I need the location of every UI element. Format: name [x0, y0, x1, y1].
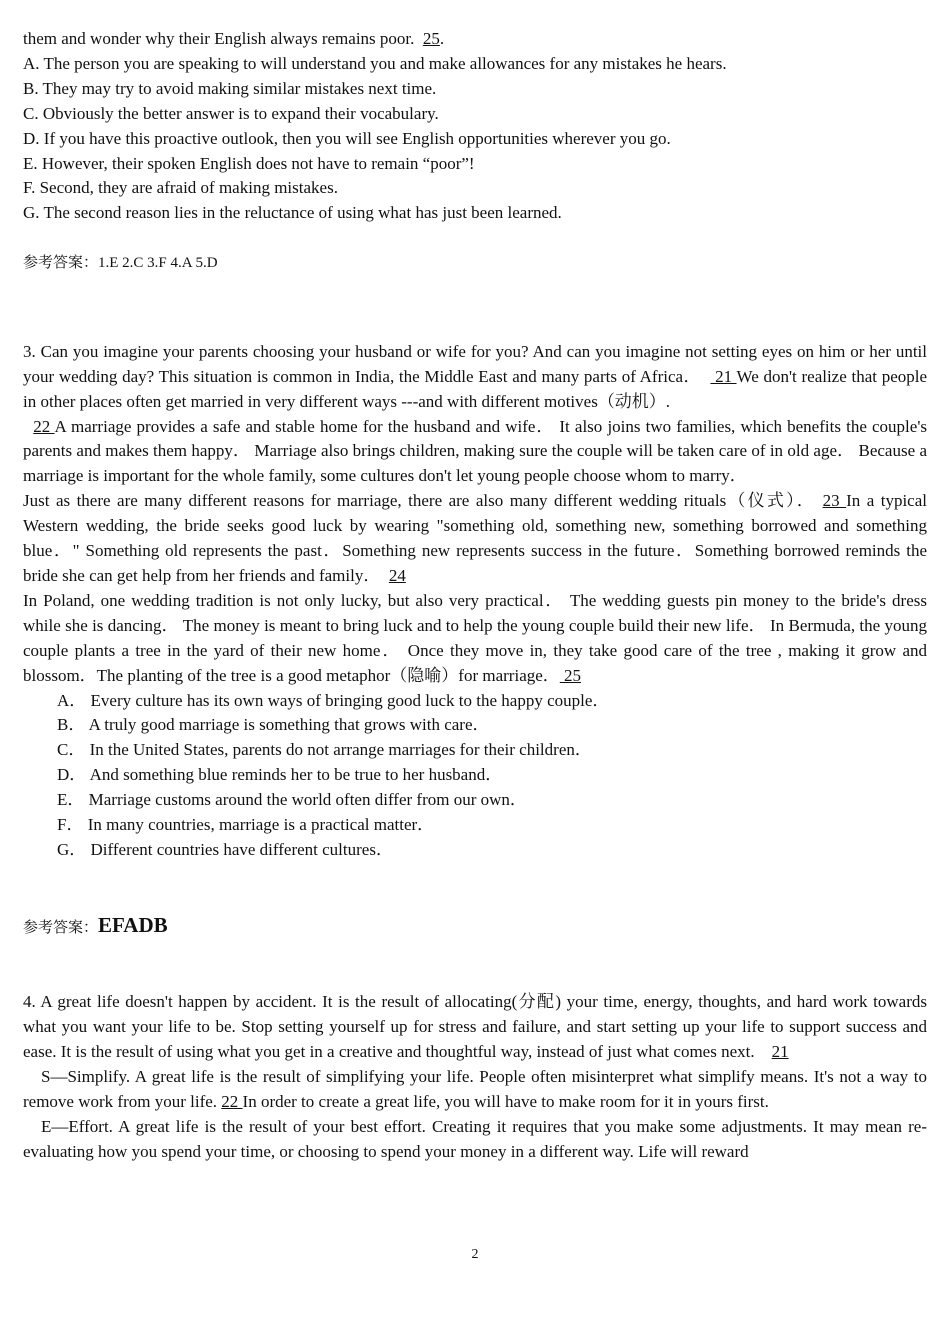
q3-paragraph-3 [23, 489, 927, 589]
q2-first-line-text: them and wonder why their English always remains poor. [23, 29, 415, 48]
q3-blank-25: 25 [559, 665, 582, 685]
q2-answer-label: 参考答案： [23, 255, 99, 272]
q3-paragraph-2 [23, 415, 927, 490]
q2-option-b: B. They may try to avoid making similar mistakes next time. [23, 78, 437, 98]
q2-answer-value: 1.E 2.C 3.F 4.A 5.D [98, 255, 218, 272]
q2-answer-key [23, 251, 927, 276]
q3-blank-21: 21 [710, 366, 737, 386]
q2-option-f: F. Second, they are afraid of making mistakes. [23, 178, 338, 198]
q4-paragraph-3 [23, 1115, 927, 1165]
q3-option-c: C． In the United States, parents do not arrange marriages for their children． [57, 740, 592, 760]
q2-option-a: A. The person you are speaking to will understand you and make allowances for any mistakes he hears. [23, 53, 727, 73]
q3-answer-value: EFADB [98, 912, 168, 937]
q4-p2-text-b: In order to create a great life, you will have to make room for it in yours first. [242, 1092, 769, 1111]
q3-p3-text-b: In a typical Western wedding, the bride seeks good luck by wearing "something old, something new, something borrowed and something blue．" Something old represents the past．Something new represents success in the future．Something borrowed reminds the bride she can get help from her friends and family． [23, 491, 927, 585]
q2-option-e: E. However, their spoken English does not have to remain “poor”! [23, 153, 475, 173]
q3-answer-label: 参考答案： [23, 919, 99, 936]
q2-first-line-end: . [439, 29, 445, 48]
q3-option-f: F． In many countries, marriage is a practical matter． [57, 815, 435, 835]
q4-p1-text: 4. A great life doesn't happen by accident. It is the result of allocating(分配) your time, energy, thoughts, and hard work towards what you want your life to be. Stop setting yourself up for stress and failure, and start setting up your life to support success and ease. It is the result of using what you get in a creative and thoughtful way, instead of just what comes next. [23, 992, 927, 1062]
q3-option-e: E． Marriage customs around the world often differ from our own． [57, 790, 527, 810]
blank-25: 25 [422, 29, 440, 48]
q3-p3-text-a: Just as there are many different reasons for marriage, there are also many different wedding rituals（仪式）． [23, 491, 817, 511]
q3-blank-23: 23 [822, 491, 847, 511]
page-number: 2 [471, 1247, 479, 1262]
q3-option-d: D． And something blue reminds her to be true to her husband． [57, 765, 503, 785]
q3-blank-24: 24 [388, 566, 406, 585]
q3-option-g: G． Different countries have different cultures． [57, 839, 393, 859]
q4-p2-text-a: S—Simplify. A great life is the result of simplifying your life. People often misinterpret what simplify means. It's not a way to remove work from your life. [23, 1067, 927, 1111]
q2-option-g: G. The second reason lies in the reluctance of using what has just been learned. [23, 203, 562, 223]
q3-option-b: B． A truly good marriage is something that grows with care． [57, 715, 490, 735]
q3-p1-text-a: 3. Can you imagine your parents choosing your husband or wife for you? And can you imagine not setting eyes on him or her until your wedding day? This situation is common in India, the Middle East and many parts of Africa． [23, 341, 927, 386]
q4-paragraph-1 [23, 990, 927, 1065]
q3-p2-text: A marriage provides a safe and stable home for the husband and wife． It also joins two families, which benefits the couple's parents and makes them happy． Marriage also brings children, making sure the couple will be taken care of in old age． Because a marriage is important for the whole family, some cultures don't let young people choose whom to marry． [23, 416, 928, 486]
document-page [23, 27, 927, 1165]
q2-option-c: C. Obviously the better answer is to expand their vocabulary. [23, 103, 439, 123]
q3-option-a: A． Every culture has its own ways of bringing good luck to the happy couple． [57, 690, 610, 710]
q3-paragraph-1 [23, 340, 927, 415]
q3-answer-key [23, 913, 927, 941]
q2-option-d: D. If you have this proactive outlook, then you will see English opportunities wherever you go. [23, 128, 671, 148]
q3-paragraph-4 [23, 589, 927, 689]
q3-p4-text: In Poland, one wedding tradition is not only lucky, but also very practical． The wedding guests pin money to the bride's dress while she is dancing． The money is meant to bring luck and to help the young couple build their new life． In Bermuda, the young couple plants a tree in the yard of their new home． Once they move in, they take good care of the tree , making it grow and blossom．The planting of the tree is a good metaphor（隐喻）for marriage． [23, 590, 927, 685]
q4-paragraph-2 [23, 1065, 927, 1115]
q3-blank-22: 22 [33, 416, 55, 436]
q4-blank-21: 21 [771, 1042, 789, 1062]
q2-first-line [23, 27, 927, 52]
q4-blank-22: 22 [221, 1092, 243, 1111]
q3-p1-text-b: We don't realize that people in other places often get married in very different ways ---and with different motives（动机）. [23, 366, 928, 411]
q4-p3-text: E—Effort. A great life is the result of your best effort. Creating it requires that you make some adjustments. It may mean re-evaluating how you spend your time, or choosing to spend your money in a different way. Life will reward [23, 1116, 927, 1161]
